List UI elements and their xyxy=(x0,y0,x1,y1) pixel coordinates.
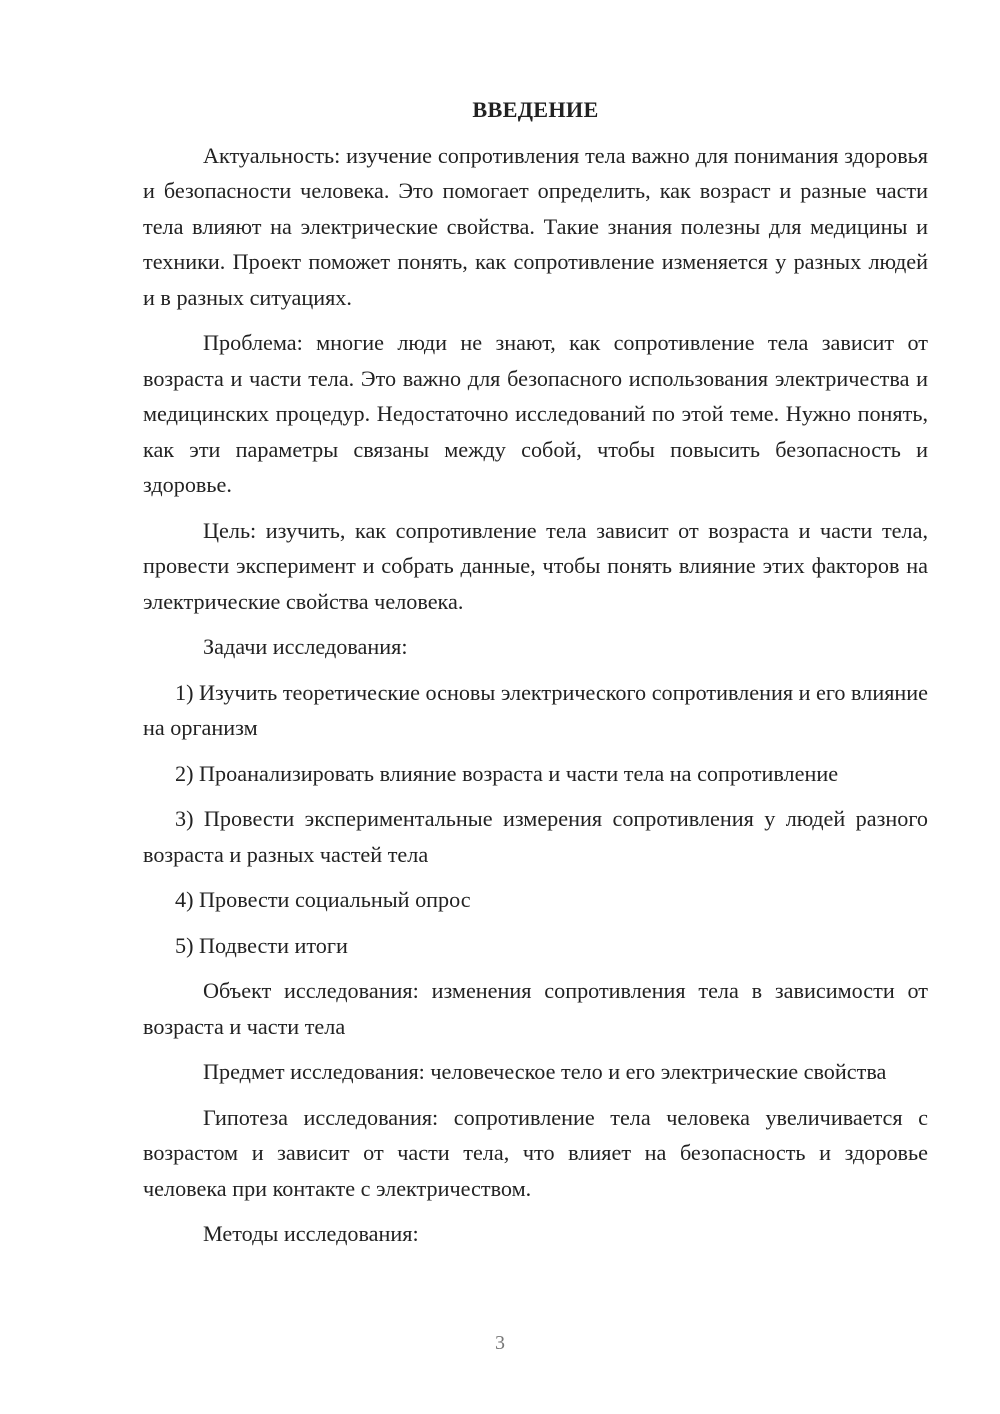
paragraph-subject: Предмет исследования: человеческое тело и его электрические свойства xyxy=(203,1059,887,1084)
paragraph-relevance: Актуальность: изучение сопротивления тела важно для понимания здоровья и безопасности человека. Это помогает определить, как возраст и разные части тела влияют на электрические свойства. Такие знания полезны для медицины и техники. Проект поможет понять, как сопротивление изменяется у разных людей и в разных ситуациях. xyxy=(143,142,928,310)
task-item-1: 1) Изучить теоретические основы электрического сопротивления и его влияние на организм xyxy=(143,679,928,740)
task-item-4: 4) Провести социальный опрос xyxy=(175,887,471,912)
tasks-heading: Задачи исследования: xyxy=(203,634,408,659)
page-number: 3 xyxy=(495,1332,505,1354)
paragraph-object: Объект исследования: изменения сопротивления тела в зависимости от возраста и части тела xyxy=(143,978,928,1039)
task-item-3: 3) Провести экспериментальные измерения сопротивления у людей разного возраста и разных частей тела xyxy=(143,806,928,867)
paragraph-problem: Проблема: многие люди не знают, как сопротивление тела зависит от возраста и части тела. Это важно для безопасного использования электричества и медицинских процедур. Недостаточно исследований по этой теме. Нужно понять, как эти параметры связаны между собой, чтобы повысить безопасность и здоровье. xyxy=(143,330,928,497)
paragraph-goal: Цель: изучить, как сопротивление тела зависит от возраста и части тела, провести эксперимент и собрать данные, чтобы понять влияние этих факторов на электрические свойства человека. xyxy=(143,517,928,614)
page-content xyxy=(143,92,928,1262)
methods-heading: Методы исследования: xyxy=(203,1221,419,1246)
section-title: ВВЕДЕНИЕ xyxy=(472,97,599,122)
task-item-5: 5) Подвести итоги xyxy=(175,932,348,958)
paragraph-hypothesis: Гипотеза исследования: сопротивление тела человека увеличивается с возрастом и зависит от части тела, что влияет на безопасность и здоровье человека при контакте с электричеством. xyxy=(143,1104,928,1201)
task-item-2: 2) Проанализировать влияние возраста и части тела на сопротивление xyxy=(175,760,839,786)
